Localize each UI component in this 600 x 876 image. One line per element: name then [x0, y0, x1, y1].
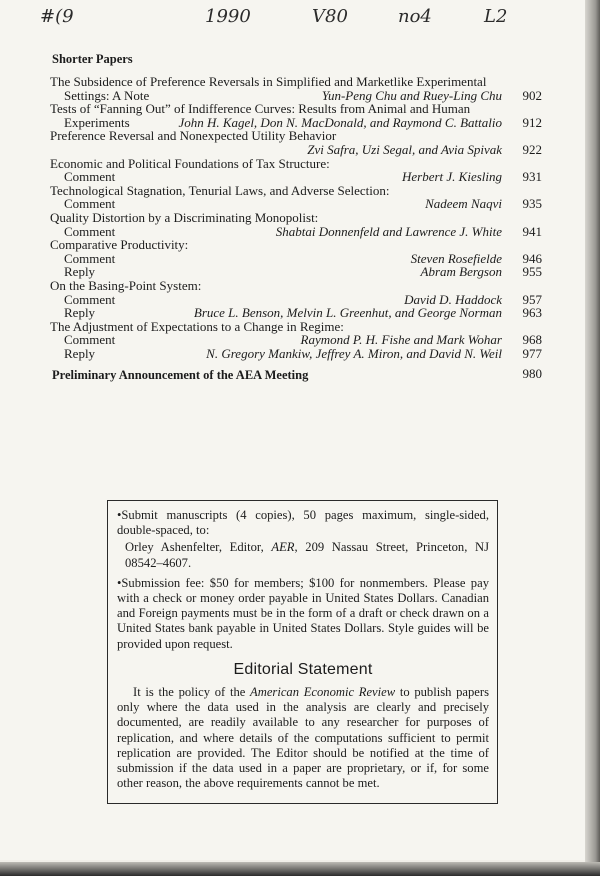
scan-edge-right	[585, 0, 600, 876]
toc-title: Experiments	[64, 114, 130, 130]
toc-authors: John H. Kagel, Don N. MacDonald, and Raymond C. Battalio	[178, 114, 502, 130]
table-of-contents	[50, 75, 542, 360]
toc-title: Economic and Political Foundations of Tax Structure:	[50, 155, 330, 171]
toc-page-number: 946	[522, 250, 542, 266]
editorial-statement: It is the policy of the American Economic Review to publish papers only where the data used in the analysis are clearly and precisely documented, are readily available to any researcher for purposes of replication, and where details of the computations sufficient to permit replication are provided. The Editor should be notified at the time of submission if the data used in a paper are proprietary, or if, for some other reason, the above requirements cannot be met.	[117, 685, 489, 791]
toc-title: Comment	[64, 250, 116, 266]
toc-line	[50, 333, 542, 347]
toc-entry	[50, 157, 542, 184]
toc-page-number: 955	[522, 264, 542, 280]
scan-edge-bottom	[0, 862, 600, 876]
toc-page-number: 912	[522, 114, 542, 130]
handwritten-note: 1990	[205, 6, 251, 27]
toc-title: On the Basing-Point System:	[50, 277, 202, 293]
toc-authors: Bruce L. Benson, Melvin L. Greenhut, and George Norman	[193, 305, 502, 321]
toc-entry	[50, 102, 542, 129]
toc-line	[50, 129, 542, 143]
toc-line	[50, 143, 542, 157]
toc-line	[50, 347, 542, 361]
toc-line	[50, 184, 542, 198]
toc-authors: Abram Bergson	[420, 264, 502, 280]
editor-address: Orley Ashenfelter, Editor, AER, 209 Nassau Street, Princeton, NJ 08542–4607.	[125, 540, 489, 570]
toc-authors: Shabtai Donnenfeld and Lawrence J. White	[275, 223, 502, 239]
toc-title: Reply	[64, 264, 96, 280]
handwritten-note: no4	[398, 6, 432, 27]
toc-line	[50, 102, 542, 116]
toc-page-number: 941	[522, 223, 542, 239]
toc-title: Comment	[64, 291, 116, 307]
toc-title: The Subsidence of Preference Reversals in Simplified and Marketlike Experimental	[50, 74, 487, 89]
toc-line	[50, 238, 542, 252]
toc-title: Reply	[64, 345, 96, 361]
toc-authors: Raymond P. H. Fishe and Mark Wohar	[300, 332, 502, 348]
toc-authors: Yun-Peng Chu and Ruey-Ling Chu	[321, 87, 502, 103]
announcement-page: 980	[522, 366, 542, 381]
toc-title: Reply	[64, 305, 96, 321]
toc-page-number: 968	[522, 332, 542, 348]
submission-notice-box	[107, 500, 498, 804]
toc-title: Comment	[64, 332, 116, 348]
handwritten-note: #(9	[40, 6, 74, 27]
toc-page-number: 957	[522, 291, 542, 307]
submission-fee: •Submission fee: $50 for members; $100 for nonmembers. Please pay with a check or money order payable in United States Dollars. Canadian and Foreign payments must be in the form of a draft or check drawn on a United States bank payable in United States Dollars. Style guides will be provided upon request.	[117, 575, 489, 651]
journal-abbrev: AER	[271, 540, 295, 555]
toc-page-number: 963	[522, 305, 542, 321]
toc-entry	[50, 238, 542, 279]
toc-entry	[50, 211, 542, 238]
toc-title: Comment	[64, 223, 116, 239]
toc-line	[50, 170, 542, 184]
toc-authors: Herbert J. Kiesling	[401, 169, 502, 185]
toc-title: Technological Stagnation, Tenurial Laws, and Adverse Selection:	[50, 182, 390, 198]
toc-title: Comment	[64, 169, 116, 185]
toc-line	[50, 89, 542, 103]
toc-title: The Adjustment of Expectations to a Change in Regime:	[50, 318, 344, 334]
toc-line	[50, 75, 542, 89]
toc-line	[50, 157, 542, 171]
handwritten-note: L2	[484, 6, 508, 27]
toc-title: Tests of “Fanning Out” of Indifference Curves: Results from Animal and Human	[50, 101, 471, 117]
toc-title: Comparative Productivity:	[50, 237, 189, 253]
toc-line	[50, 211, 542, 225]
toc-entry	[50, 279, 542, 320]
toc-page-number: 935	[522, 196, 542, 212]
toc-page-number: 902	[522, 87, 542, 103]
toc-authors: N. Gregory Mankiw, Jeffrey A. Miron, and David N. Weil	[206, 345, 502, 361]
announcement-entry	[52, 368, 542, 383]
toc-title: Comment	[64, 196, 116, 212]
toc-line	[50, 116, 542, 130]
toc-entry	[50, 129, 542, 156]
submit-instructions: •Submit manuscripts (4 copies), 50 pages maximum, single-sided, double-spaced, to:	[117, 508, 489, 538]
journal-name: American Economic Review	[250, 685, 396, 700]
toc-line	[50, 197, 542, 211]
toc-authors: Steven Rosefielde	[410, 250, 502, 266]
toc-title: Quality Distortion by a Discriminating Monopolist:	[50, 209, 319, 225]
toc-page-number: 931	[522, 169, 542, 185]
toc-line	[50, 225, 542, 239]
toc-line	[50, 252, 542, 266]
toc-title: Preference Reversal and Nonexpected Utility Behavior	[50, 128, 337, 144]
toc-line	[50, 279, 542, 293]
toc-authors: Nadeem Naqvi	[425, 196, 502, 212]
toc-title: Settings: A Note	[64, 87, 150, 103]
handwritten-note: V80	[312, 6, 348, 27]
toc-entry	[50, 320, 542, 361]
toc-line	[50, 265, 542, 279]
toc-page-number: 922	[522, 141, 542, 157]
toc-authors: Zvi Safra, Uzi Segal, and Avia Spivak	[307, 141, 502, 157]
section-title: Shorter Papers	[52, 52, 133, 66]
toc-entry	[50, 75, 542, 102]
toc-page-number: 977	[522, 345, 542, 361]
toc-authors: David D. Haddock	[404, 291, 502, 307]
toc-line	[50, 293, 542, 307]
announcement-title: Preliminary Announcement of the AEA Meeting	[52, 368, 309, 382]
toc-entry	[50, 184, 542, 211]
toc-line	[50, 320, 542, 334]
editorial-heading: Editorial Statement	[233, 660, 373, 678]
toc-line	[50, 306, 542, 320]
